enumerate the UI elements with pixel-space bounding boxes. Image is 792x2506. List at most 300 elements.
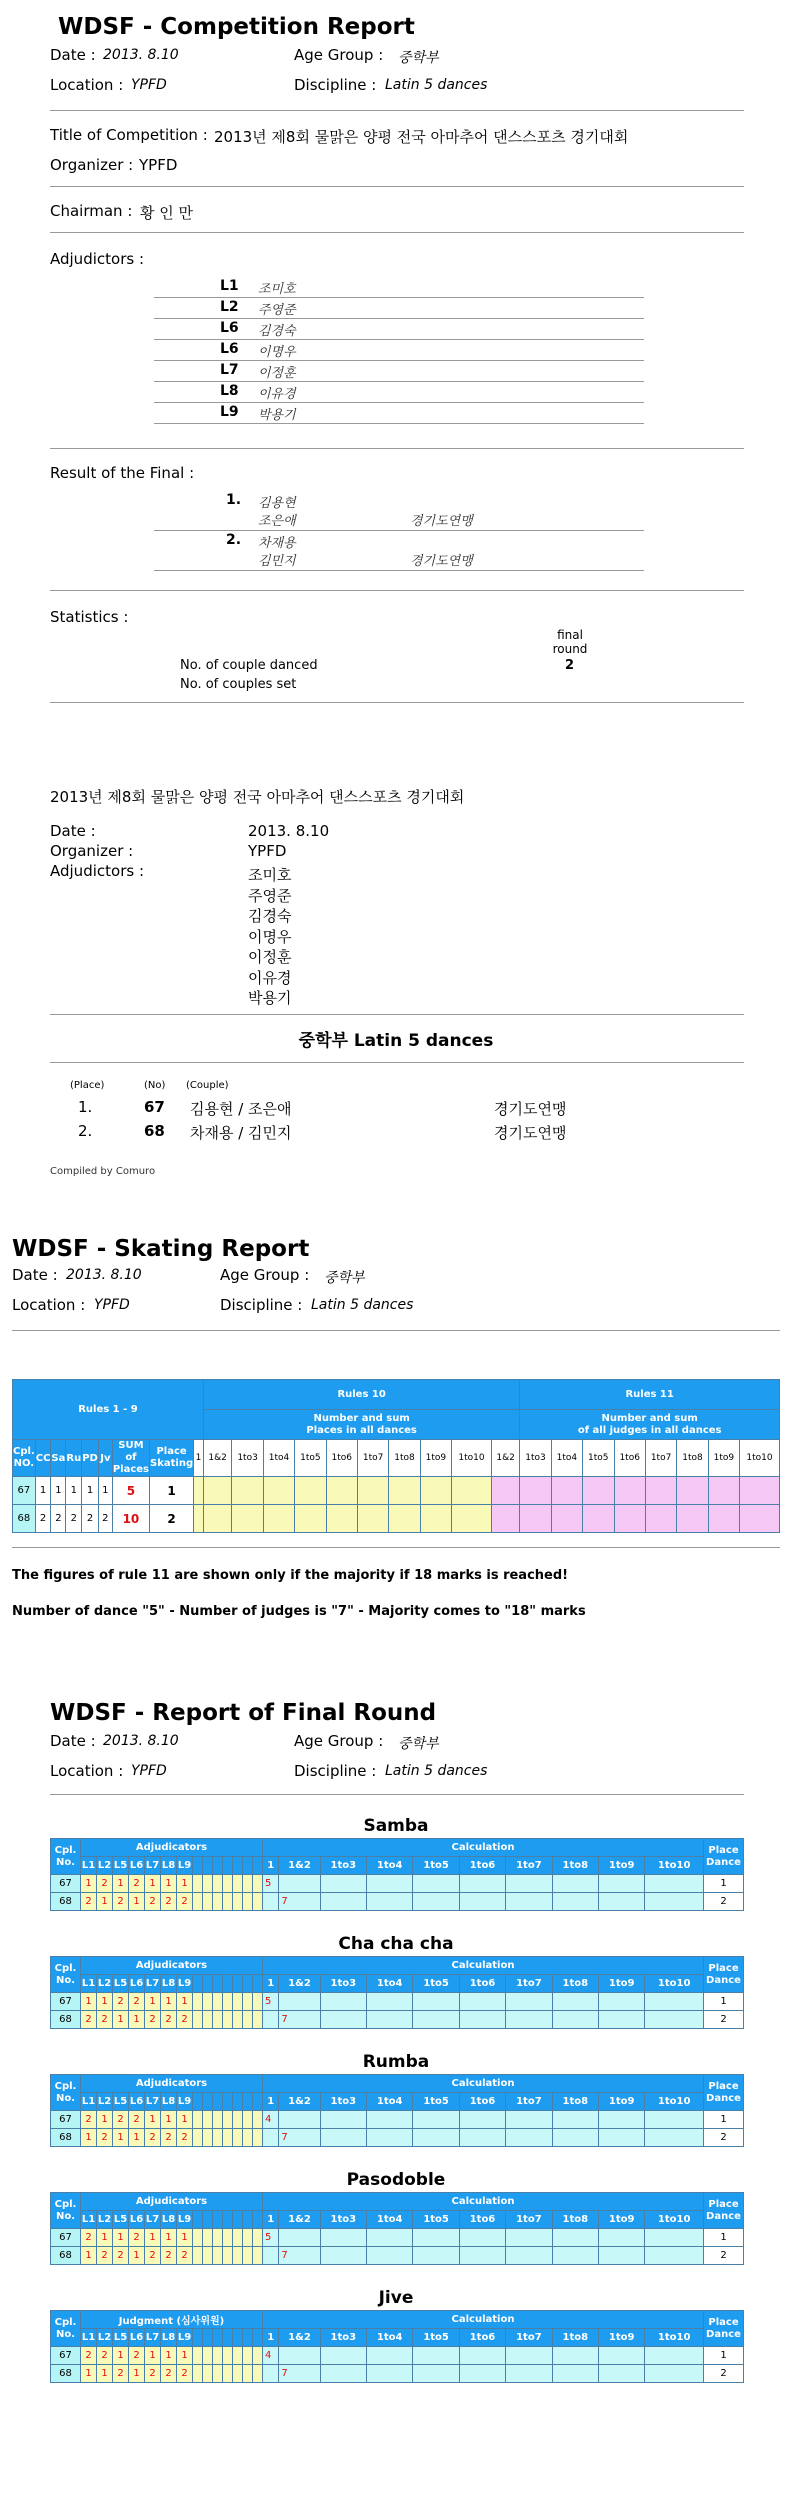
- stat-row-set: No. of couples set: [180, 677, 297, 692]
- rules-11-cell: [491, 1477, 519, 1505]
- rules-10-cell: [420, 1505, 451, 1533]
- calc-cell: [413, 1993, 459, 2011]
- final-row-no: 68: [51, 2011, 81, 2029]
- empty-mark: [233, 2347, 243, 2365]
- summary-adjudicator-name: 이명우: [248, 927, 292, 946]
- calc-cell: [413, 1875, 459, 1893]
- calc-cell: [279, 2111, 320, 2129]
- calc-col-header: 1&2: [279, 2093, 320, 2111]
- calc-cell: 4: [263, 2111, 279, 2129]
- rules-11-cell: [740, 1505, 780, 1533]
- empty-mark: [253, 2365, 263, 2383]
- final-mark: 1: [161, 2347, 177, 2365]
- calc-col-header: 1to3: [320, 2329, 366, 2347]
- empty-mark: [213, 1893, 223, 1911]
- skating-discipline-label: Discipline :: [220, 1296, 303, 1314]
- places-label: Places: [112, 1464, 150, 1475]
- empty-mark: [253, 1875, 263, 1893]
- empty-judge-col: [203, 2211, 213, 2229]
- summary-no: 67: [144, 1098, 165, 1116]
- calc-cell: [645, 2347, 704, 2365]
- judge-col-header: L1: [81, 1857, 97, 1875]
- final-mark: 1: [113, 2129, 129, 2147]
- summary-adjudicators-label: Adjudictors :: [50, 862, 144, 880]
- calc-cell: [263, 2011, 279, 2029]
- final-mark: 2: [81, 2111, 97, 2129]
- skating-mark: 2: [35, 1505, 51, 1533]
- place-label: Place: [708, 1962, 739, 1974]
- calc-col-header: 1to10: [645, 2329, 704, 2347]
- rules-11-cell: [677, 1505, 708, 1533]
- empty-mark: [253, 2111, 263, 2129]
- calc-cell: [413, 2229, 459, 2247]
- calc-col-header: 1to10: [645, 1857, 704, 1875]
- adjudicator-rule: [154, 318, 644, 319]
- calc-col-header: 1: [263, 2329, 279, 2347]
- col-no: No.: [55, 1856, 76, 1868]
- empty-judge-col: [213, 2093, 223, 2111]
- final-dance-table: [50, 2192, 744, 2265]
- chairman-label: Chairman :: [50, 202, 133, 220]
- rules-10-col: 1to4: [263, 1440, 294, 1477]
- calc-cell: [552, 2229, 598, 2247]
- result-lady: 조은애: [258, 514, 296, 529]
- empty-mark: [243, 1875, 253, 1893]
- final-place: 2: [704, 2365, 744, 2383]
- calc-cell: [506, 2011, 552, 2029]
- col-cpl-no: [51, 1839, 81, 1875]
- adjudicator-code: L9: [220, 404, 239, 420]
- place-label: Place: [708, 2080, 739, 2092]
- col-cpl: Cpl.: [54, 2316, 77, 2328]
- rules-10-cell: [389, 1477, 420, 1505]
- empty-judge-col: [203, 1857, 213, 1875]
- skating-mark: 2: [51, 1505, 66, 1533]
- empty-judge-col: [253, 2211, 263, 2229]
- calc-cell: [598, 2247, 644, 2265]
- final-mark: 2: [145, 2365, 161, 2383]
- judge-col-header: L8: [161, 1975, 177, 1993]
- calculation-header: Calculation: [263, 1957, 704, 1975]
- judge-col-header: L9: [177, 2329, 193, 2347]
- empty-mark: [213, 1993, 223, 2011]
- final-row-no: 68: [51, 2129, 81, 2147]
- empty-mark: [243, 2247, 253, 2265]
- calc-cell: [552, 1875, 598, 1893]
- rules-10-col: 1to6: [326, 1440, 357, 1477]
- final-place: 2: [704, 1893, 744, 1911]
- calc-col-header: 1to6: [459, 2211, 505, 2229]
- result-rule: [154, 570, 644, 571]
- judge-col-header: L1: [81, 2211, 97, 2229]
- stat-row-danced: No. of couple danced: [180, 658, 318, 673]
- place-label: Place: [708, 2198, 739, 2210]
- calculation-header: Calculation: [263, 1839, 704, 1857]
- calc-col-header: 1to4: [367, 2093, 413, 2111]
- final-place: 1: [704, 1875, 744, 1893]
- final-mark: 2: [145, 2129, 161, 2147]
- final-mark: 2: [177, 1893, 193, 1911]
- empty-judge-col: [193, 2211, 203, 2229]
- empty-judge-col: [223, 2329, 233, 2347]
- rules-10-cell: [203, 1477, 231, 1505]
- final-discipline-label: Discipline :: [294, 1762, 377, 1780]
- final-place: 1: [704, 1993, 744, 2011]
- rules-10-cell: [295, 1505, 326, 1533]
- empty-mark: [203, 1893, 213, 1911]
- rules-10-col: 1to5: [295, 1440, 326, 1477]
- report-title: WDSF - Competition Report: [58, 14, 415, 40]
- final-mark: 1: [97, 2365, 113, 2383]
- empty-judge-col: [223, 2211, 233, 2229]
- calc-cell: [506, 2347, 552, 2365]
- final-row-no: 68: [51, 1893, 81, 1911]
- rules-11-cell: [520, 1505, 551, 1533]
- rules-11-sub1: Number and sum: [601, 1412, 698, 1424]
- judge-col-header: L5: [113, 2093, 129, 2111]
- final-mark: 2: [113, 2365, 129, 2383]
- rules-10-col: 1: [194, 1440, 204, 1477]
- final-mark: 1: [145, 2347, 161, 2365]
- empty-mark: [223, 1993, 233, 2011]
- skating-mark: 2: [82, 1505, 99, 1533]
- adjudicator-name: 박용기: [258, 408, 296, 423]
- calc-col-header: 1to4: [367, 2211, 413, 2229]
- dance-section-title: Jive: [378, 2288, 414, 2308]
- final-mark: 1: [177, 2229, 193, 2247]
- calc-cell: [413, 2129, 459, 2147]
- final-mark: 2: [97, 2011, 113, 2029]
- col-cpl-no: [51, 2193, 81, 2229]
- dance-col-header: Jv: [98, 1440, 112, 1477]
- rules-10-col: 1to8: [389, 1440, 420, 1477]
- final-row-no: 67: [51, 1875, 81, 1893]
- place-skating-header: [150, 1440, 194, 1477]
- calc-cell: [506, 2129, 552, 2147]
- skating-age-label: Age Group :: [220, 1266, 310, 1284]
- empty-mark: [223, 2247, 233, 2265]
- empty-mark: [253, 1993, 263, 2011]
- rules-10-col: 1to3: [232, 1440, 263, 1477]
- rules-11-cell: [583, 1477, 614, 1505]
- final-mark: 1: [129, 2365, 145, 2383]
- empty-mark: [243, 2129, 253, 2147]
- organizer-label: Organizer :: [50, 156, 134, 174]
- calc-cell: [506, 2247, 552, 2265]
- dance-label: Dance: [706, 1974, 741, 1986]
- empty-judge-col: [243, 2329, 253, 2347]
- calc-col-header: 1to6: [459, 1857, 505, 1875]
- final-mark: 1: [113, 2011, 129, 2029]
- rules-11-col: 1to5: [583, 1440, 614, 1477]
- dance-section-title: Samba: [363, 1816, 429, 1836]
- skating-row-no: 68: [13, 1505, 36, 1533]
- age-group-label: Age Group :: [294, 46, 384, 64]
- rules-11-cell: [520, 1477, 551, 1505]
- empty-mark: [223, 2011, 233, 2029]
- final-place: 1: [704, 2229, 744, 2247]
- calc-col-header: 1to5: [413, 1975, 459, 1993]
- rules-11-col: 1to6: [614, 1440, 645, 1477]
- rules-10-cell: [389, 1505, 420, 1533]
- final-mark: 2: [161, 2247, 177, 2265]
- rules-11-cell: [551, 1505, 582, 1533]
- final-mark: 1: [161, 1875, 177, 1893]
- judge-col-header: L8: [161, 1857, 177, 1875]
- empty-judge-col: [253, 1857, 263, 1875]
- calc-col-header: 1to4: [367, 2329, 413, 2347]
- summary-place: 2.: [78, 1122, 93, 1140]
- empty-judge-col: [243, 2211, 253, 2229]
- final-row-no: 68: [51, 2365, 81, 2383]
- rules-10-col: 1&2: [203, 1440, 231, 1477]
- summary-organizer-label: Organizer :: [50, 842, 134, 860]
- adjudicator-name: 이명우: [258, 345, 296, 360]
- empty-judge-col: [223, 1857, 233, 1875]
- final-discipline-value: Latin 5 dances: [385, 1763, 488, 1779]
- place-label: Place: [156, 1446, 187, 1457]
- summary-date-label: Date :: [50, 822, 96, 840]
- calc-col-header: 1&2: [279, 1975, 320, 1993]
- empty-mark: [203, 2247, 213, 2265]
- col-cpl-no: [51, 2311, 81, 2347]
- adjudicator-rule: [154, 297, 644, 298]
- calc-col-header: 1to5: [413, 2093, 459, 2111]
- rules-10-cell: [452, 1477, 492, 1505]
- empty-mark: [223, 2365, 233, 2383]
- date-value: 2013. 8.10: [103, 47, 179, 63]
- summary-place: 1.: [78, 1098, 93, 1116]
- final-mark: 2: [81, 2229, 97, 2247]
- skating-mark: 1: [51, 1477, 66, 1505]
- calc-cell: [413, 2011, 459, 2029]
- final-mark: 1: [177, 1993, 193, 2011]
- empty-judge-col: [233, 1857, 243, 1875]
- judge-col-header: L7: [145, 1857, 161, 1875]
- calc-cell: [459, 2229, 505, 2247]
- skating-label: Skating: [150, 1458, 194, 1469]
- judge-col-header: L5: [113, 2211, 129, 2229]
- result-club: 경기도연맹: [410, 554, 473, 569]
- skating-discipline-value: Latin 5 dances: [311, 1297, 414, 1313]
- adjudicators-header: Adjudicators: [81, 1839, 263, 1857]
- adjudicator-rule: [154, 381, 644, 382]
- calculation-header: Calculation: [263, 2193, 704, 2211]
- empty-judge-col: [203, 2093, 213, 2111]
- judge-col-header: L2: [97, 2093, 113, 2111]
- final-age-value: 중학부: [398, 1736, 439, 1752]
- calc-cell: [320, 1993, 366, 2011]
- calc-cell: [506, 2365, 552, 2383]
- rules-10-sub2: Places in all dances: [306, 1424, 417, 1436]
- calc-cell: [263, 2129, 279, 2147]
- skating-mark: 1: [35, 1477, 51, 1505]
- col-no-label: (No): [144, 1080, 166, 1091]
- final-mark: 2: [129, 2229, 145, 2247]
- dance-col-header: PD: [82, 1440, 99, 1477]
- col-cpl: Cpl.: [13, 1446, 35, 1457]
- calc-cell: [506, 2111, 552, 2129]
- final-mark: 2: [97, 1875, 113, 1893]
- final-dance-table: [50, 1838, 744, 1911]
- final-age-label: Age Group :: [294, 1732, 384, 1750]
- rules-10-col: 1to9: [420, 1440, 451, 1477]
- empty-mark: [213, 2111, 223, 2129]
- skating-place: 1: [150, 1477, 194, 1505]
- compiled-by: Compiled by Comuro: [50, 1166, 156, 1177]
- competition-value: 2013년 제8회 물맑은 양평 전국 아마추어 댄스스포츠 경기대회: [214, 128, 629, 146]
- calc-col-header: 1&2: [279, 2329, 320, 2347]
- calc-cell: [552, 2129, 598, 2147]
- final-mark: 1: [161, 1993, 177, 2011]
- final-mark: 2: [97, 2347, 113, 2365]
- calc-cell: 7: [279, 2365, 320, 2383]
- calc-col-header: 1: [263, 2211, 279, 2229]
- calc-cell: [598, 1993, 644, 2011]
- age-group-value: 중학부: [398, 50, 439, 66]
- calc-cell: [320, 2347, 366, 2365]
- final-dance-table: [50, 1956, 744, 2029]
- calc-cell: [279, 1875, 320, 1893]
- empty-mark: [243, 1893, 253, 1911]
- calc-col-header: 1to7: [506, 1857, 552, 1875]
- rules-10-cell: [194, 1477, 204, 1505]
- final-mark: 2: [129, 1993, 145, 2011]
- col-place-label: (Place): [70, 1080, 105, 1091]
- empty-mark: [223, 1893, 233, 1911]
- empty-mark: [193, 2129, 203, 2147]
- final-mark: 1: [177, 2111, 193, 2129]
- place-dance-header: [704, 2075, 744, 2111]
- empty-judge-col: [193, 2329, 203, 2347]
- calc-cell: [459, 1893, 505, 1911]
- final-mark: 2: [81, 2011, 97, 2029]
- chairman-value: 황 인 만: [140, 204, 194, 222]
- empty-mark: [223, 1875, 233, 1893]
- empty-judge-col: [233, 2211, 243, 2229]
- final-mark: 1: [129, 2247, 145, 2265]
- final-mark: 1: [129, 2011, 145, 2029]
- adjudicators-header: Adjudicators: [81, 1957, 263, 1975]
- calc-cell: [645, 1993, 704, 2011]
- adjudicator-code: L6: [220, 320, 239, 336]
- place-label: Place: [708, 2316, 739, 2328]
- empty-mark: [233, 2011, 243, 2029]
- dance-section-title: Rumba: [362, 2052, 430, 2072]
- adjudicators-header: Adjudicators: [81, 2075, 263, 2093]
- adjudicator-rule: [154, 402, 644, 403]
- final-mark: 2: [97, 2129, 113, 2147]
- empty-mark: [193, 1893, 203, 1911]
- dance-section-title: Cha cha cha: [338, 1934, 454, 1954]
- judge-col-header: L2: [97, 2329, 113, 2347]
- col-couple-label: (Couple): [186, 1080, 229, 1091]
- adjudicator-rule: [154, 360, 644, 361]
- judge-col-header: L9: [177, 2211, 193, 2229]
- calc-cell: [598, 2011, 644, 2029]
- final-mark: 1: [129, 1893, 145, 1911]
- calc-cell: [459, 2247, 505, 2265]
- rules-11-subheader: [520, 1410, 780, 1440]
- empty-judge-col: [203, 1975, 213, 1993]
- calc-cell: [506, 2229, 552, 2247]
- empty-mark: [233, 2129, 243, 2147]
- calc-col-header: 1to7: [506, 2211, 552, 2229]
- final-place: 1: [704, 2111, 744, 2129]
- rules-11-col: 1to10: [740, 1440, 780, 1477]
- calc-cell: [645, 2247, 704, 2265]
- calc-cell: [367, 2111, 413, 2129]
- rules-10-cell: [357, 1477, 388, 1505]
- calc-cell: [459, 2011, 505, 2029]
- judge-col-header: L2: [97, 1975, 113, 1993]
- adjudicator-name: 이유경: [258, 387, 296, 402]
- result-place: 1.: [226, 492, 242, 508]
- empty-judge-col: [253, 2329, 263, 2347]
- empty-mark: [203, 2011, 213, 2029]
- calc-cell: 5: [263, 1875, 279, 1893]
- dance-section-title: Pasodoble: [346, 2170, 446, 2190]
- empty-mark: [253, 2229, 263, 2247]
- final-mark: 2: [145, 1893, 161, 1911]
- rules-10-cell: [295, 1477, 326, 1505]
- final-mark: 2: [177, 2247, 193, 2265]
- empty-mark: [223, 2111, 233, 2129]
- empty-mark: [193, 2111, 203, 2129]
- final-place: 2: [704, 2247, 744, 2265]
- empty-judge-col: [253, 2093, 263, 2111]
- calc-cell: [367, 2347, 413, 2365]
- stat-value-danced: 2: [565, 658, 575, 673]
- dance-label: Dance: [706, 2210, 741, 2222]
- skating-date-value: 2013. 8.10: [66, 1267, 142, 1283]
- adjudicators-header: Adjudicators: [81, 2193, 263, 2211]
- calc-col-header: 1to10: [645, 1975, 704, 1993]
- final-mark: 2: [81, 2347, 97, 2365]
- summary-adjudicator-name: 박용기: [248, 989, 292, 1007]
- summary-no: 68: [144, 1122, 165, 1140]
- final-mark: 2: [113, 2111, 129, 2129]
- adjudicator-name: 이정훈: [258, 366, 296, 381]
- empty-mark: [193, 2011, 203, 2029]
- adjudicators-header: Judgment (심사위원): [81, 2311, 263, 2329]
- rules-11-col: 1to8: [677, 1440, 708, 1477]
- final-mark: 1: [145, 2111, 161, 2129]
- empty-mark: [253, 2129, 263, 2147]
- final-mark: 2: [113, 1893, 129, 1911]
- calc-cell: 7: [279, 2011, 320, 2029]
- skating-mark: 1: [98, 1477, 112, 1505]
- final-mark: 2: [113, 1993, 129, 2011]
- col-cpl-no: [51, 2075, 81, 2111]
- rules-11-cell: [614, 1505, 645, 1533]
- empty-mark: [193, 2347, 203, 2365]
- final-mark: 1: [161, 2229, 177, 2247]
- calc-cell: [459, 2347, 505, 2365]
- empty-mark: [233, 1993, 243, 2011]
- final-mark: 1: [97, 2229, 113, 2247]
- stat-col-header: final round: [552, 628, 588, 656]
- calc-col-header: 1to9: [598, 1857, 644, 1875]
- final-mark: 2: [145, 2011, 161, 2029]
- judge-col-header: L5: [113, 1975, 129, 1993]
- calculation-header: Calculation: [263, 2075, 704, 2093]
- empty-mark: [213, 2365, 223, 2383]
- col-cpl-no: [51, 1957, 81, 1993]
- calc-cell: [320, 2365, 366, 2383]
- rules-10-cell: [263, 1477, 294, 1505]
- calc-col-header: 1to5: [413, 1857, 459, 1875]
